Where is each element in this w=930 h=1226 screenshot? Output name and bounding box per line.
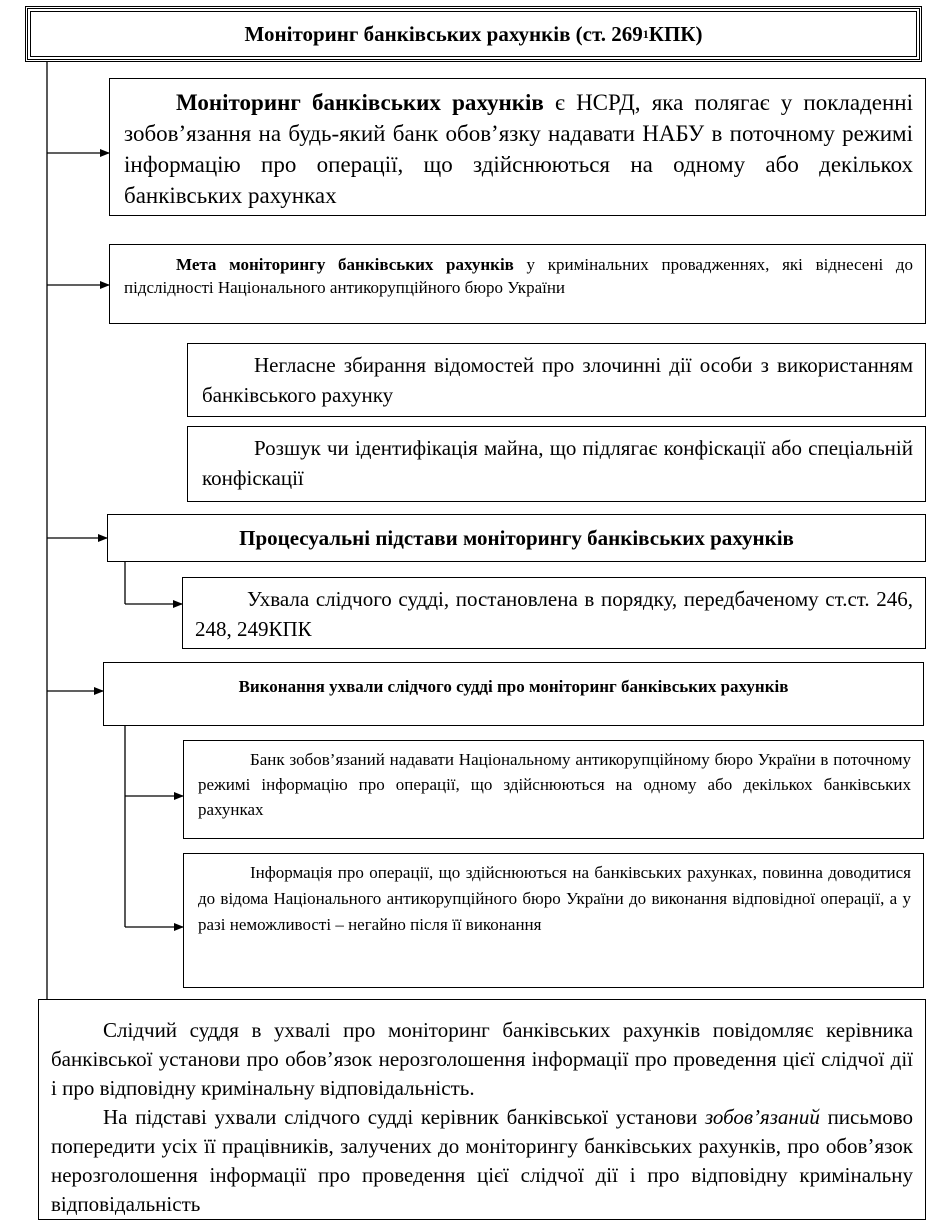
execution-item-box-2 xyxy=(183,853,924,988)
definition-text xyxy=(124,87,913,211)
goal-text-1: Негласне збирання відомостей про злочинні дії особи з використанням банківського рахунку xyxy=(202,353,913,407)
goal-text-2: Розшук чи ідентифікація майна, що підлягає конфіскації або спеціальній конфіскації xyxy=(202,436,913,490)
goal-box-2 xyxy=(187,426,926,502)
purpose-text xyxy=(124,253,913,299)
bottom-p2-italic: зобов’язаний xyxy=(704,1105,820,1129)
title-tail: КПК) xyxy=(648,21,703,46)
procedural-item-text: Ухвала слідчого судді, постановлена в порядку, передбаченому ст.ст. 246, 248, 249КПК xyxy=(195,587,913,641)
execution-item-text-1: Банк зобов’язаний надавати Національному антикорупційному бюро України в поточному режимі інформацію про операції, що здійснюються на одному або декількох банківських рахунках xyxy=(198,750,911,819)
definition-box xyxy=(109,78,926,216)
bottom-paragraph-1: Слідчий суддя в ухвалі про моніторинг банківських рахунків повідомляє керівника банківської установи про обов’язок нерозголошення інформації про проведення цієї слідчої дії і про відповідну кримінальну відповідальність. xyxy=(51,1018,913,1100)
procedural-heading: Процесуальні підстави моніторингу банківських рахунків xyxy=(239,525,794,550)
execution-item-text-2: Інформація про операції, що здійснюються на банківських рахунках, повинна доводитися до відома Національного антикорупційного бюро України до виконання відповідної операції, а у разі неможливості – негайно після її виконання xyxy=(198,863,911,934)
bottom-p2-start: На підставі ухвали слідчого судді керівник банківської установи xyxy=(103,1105,705,1129)
procedural-item-box xyxy=(182,577,926,649)
diagram-title-inner: Моніторинг банківських рахунків (ст. 269 1 КПК) xyxy=(30,11,917,57)
procedural-heading-box xyxy=(107,514,926,562)
execution-heading: Виконання ухвали слідчого судді про моніторинг банківських рахунків xyxy=(238,677,789,696)
definition-bold: Моніторинг банківських рахунків xyxy=(176,90,544,115)
definition-rest: є НСРД, яка полягає у покладенні зобов’язання на будь-який банк обов’язку надавати НАБУ в поточному режимі інформацію про операції, що здійснюються на одному або декількох банківських рахунках xyxy=(124,90,913,208)
purpose-rest: у кримінальних провадженнях, які віднесені до підслідності Національного антикорупційного бюро України xyxy=(124,255,913,297)
diagram-title xyxy=(25,6,922,62)
bottom-box xyxy=(38,999,926,1220)
purpose-box xyxy=(109,244,926,324)
purpose-bold: Мета моніторингу банківських рахунків xyxy=(176,255,514,274)
execution-heading-box xyxy=(103,662,924,726)
bottom-paragraph-2 xyxy=(51,1103,913,1219)
goal-box-1 xyxy=(187,343,926,417)
title-text: Моніторинг банківських рахунків (ст. 269 xyxy=(244,21,643,46)
bottom-p2-end: письмово попередити усіх її працівників, залучених до моніторингу банківських рахунків, про обов’язок нерозголошення інформації про проведення цієї слідчої дії і про відповідну кримінальну відповідальність xyxy=(51,1105,913,1216)
execution-item-box-1 xyxy=(183,740,924,839)
